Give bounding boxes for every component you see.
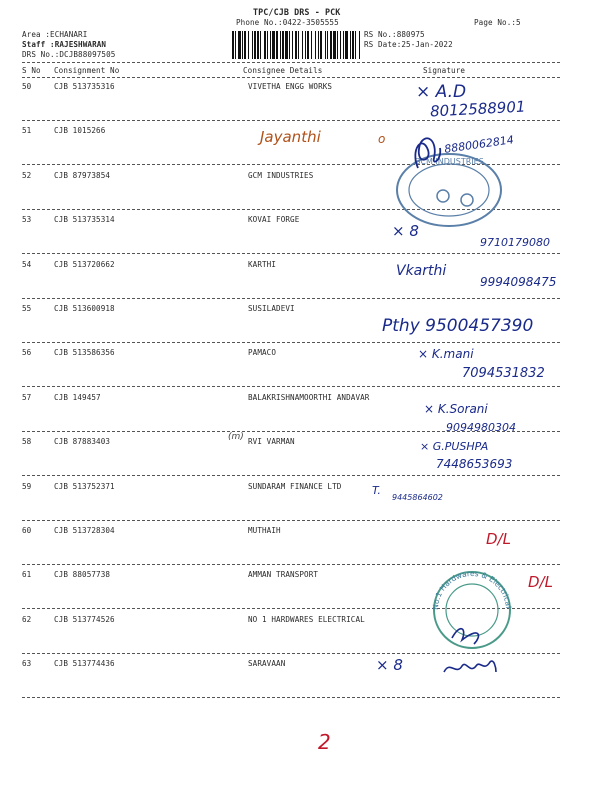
barcode-bar	[267, 31, 268, 59]
barcode-bar	[333, 31, 336, 59]
row-divider	[22, 298, 560, 299]
sig-row50-name: × A.D	[416, 82, 467, 102]
page-mark: 2	[318, 730, 331, 754]
col-sno: S No	[22, 66, 41, 75]
sig-row51-mark: o	[378, 132, 386, 146]
row-consignment: CJB 513752371	[54, 482, 115, 491]
barcode-bar	[232, 31, 234, 59]
row-consignee: GCM INDUSTRIES	[248, 171, 314, 180]
row-sno: 56	[22, 348, 32, 357]
sig-row59-phone: 9445864602	[392, 493, 443, 502]
barcode-bar	[260, 31, 261, 59]
page-number: Page No.:5	[474, 18, 521, 27]
barcode-bar	[352, 31, 354, 59]
header-rule	[22, 62, 560, 63]
row-divider	[22, 120, 560, 121]
row-consignment: CJB 1015266	[54, 126, 106, 135]
row-consignment: CJB 513728304	[54, 526, 115, 535]
sig-row63: × 8	[376, 656, 403, 674]
sig-row55: Pthy 9500457390	[382, 316, 534, 336]
row-consignment: CJB 149457	[54, 393, 101, 402]
row-sno: 55	[22, 304, 32, 313]
row-divider	[22, 608, 560, 609]
gcm-stamp	[393, 150, 505, 230]
row-divider	[22, 653, 560, 654]
barcode-bar	[252, 31, 253, 59]
hardwares-stamp-text: No.1 Hardwares & Electrical	[430, 568, 513, 611]
row-consignment: CJB 88057738	[54, 570, 111, 579]
phone-number: Phone No.:0422-3505555	[236, 18, 339, 27]
barcode-bar	[280, 31, 281, 59]
sig-row54-name: Vkarthi	[396, 263, 447, 279]
drs-number: DRS No.:DCJB88097505	[22, 50, 116, 59]
barcode-bar	[305, 31, 306, 59]
row-sno: 52	[22, 171, 32, 180]
barcode-bar	[330, 31, 332, 59]
sig-row61-dl: D/L	[528, 573, 553, 591]
hardwares-stamp	[422, 568, 528, 658]
row-sno: 58	[22, 437, 32, 446]
barcode-bar	[238, 31, 241, 59]
barcode-bar	[270, 31, 271, 59]
barcode-bar	[272, 31, 275, 59]
row-divider	[22, 520, 560, 521]
row-consignment: CJB 87973854	[54, 171, 111, 180]
staff-label: Staff :RAJESHWARAN	[22, 40, 107, 49]
row-divider	[22, 386, 560, 387]
sig-row51-phone: 8880062814	[443, 133, 515, 156]
row-sno: 53	[22, 215, 32, 224]
barcode-bar	[320, 31, 322, 59]
barcode-bar	[244, 31, 246, 59]
row-consignment: CJB 87883403	[54, 437, 111, 446]
sig-row59-name: T.	[372, 484, 381, 497]
sig-row56-name: × K.mani	[418, 347, 474, 361]
barcode-bar	[318, 31, 319, 59]
barcode-bar	[307, 31, 309, 59]
row-consignee: SARAVAAN	[248, 659, 286, 668]
sig-row53-mark: × 8	[392, 222, 419, 240]
barcode-bar	[302, 31, 303, 59]
row-sno: 62	[22, 615, 32, 624]
row-sno: 59	[22, 482, 32, 491]
barcode-bar	[325, 31, 326, 59]
row-divider	[22, 209, 560, 210]
row-consignment: CJB 513720662	[54, 260, 115, 269]
row-sno: 63	[22, 659, 32, 668]
row-consignee: AMMAN TRANSPORT	[248, 570, 319, 579]
barcode-bar	[337, 31, 338, 59]
sig-row57-phone: 9094980304	[446, 421, 516, 434]
row-divider	[22, 564, 560, 565]
sig-row50-phone: 8012588901	[429, 97, 526, 121]
barcode-bar	[359, 31, 360, 59]
row-sno: 57	[22, 393, 32, 402]
row-consignment: CJB 513774436	[54, 659, 115, 668]
sig-row58-prefix: (m)	[228, 432, 244, 442]
barcode-bar	[292, 31, 293, 59]
rs-date: RS Date:25-Jan-2022	[364, 40, 453, 49]
barcode-bar	[345, 31, 348, 59]
barcode-bar	[254, 31, 256, 59]
row-consignee: BALAKRISHNAMOORTHI ANDAVAR	[248, 393, 370, 402]
sig-row57-name: × K.Sorani	[424, 402, 488, 416]
sig-row51-scribble	[408, 130, 448, 175]
barcode-bar	[315, 31, 316, 59]
row-consignee: NO 1 HARDWARES ELECTRICAL	[248, 615, 365, 624]
barcode-bar	[340, 31, 341, 59]
row-sno: 50	[22, 82, 32, 91]
barcode-bar	[276, 31, 278, 59]
columns-rule	[22, 77, 560, 78]
row-consignee: MUTHAIH	[248, 526, 281, 535]
col-consignee: Consignee Details	[243, 66, 323, 75]
area-label: Area :ECHANARI	[22, 30, 88, 39]
rs-number: RS No.:880975	[364, 30, 425, 39]
barcode-bar	[285, 31, 288, 59]
barcode-bar	[355, 31, 356, 59]
barcode-bar	[257, 31, 259, 59]
sig-row56-phone: 7094531832	[462, 366, 545, 381]
barcode	[232, 31, 360, 59]
row-consignment: CJB 513774526	[54, 615, 115, 624]
row-sno: 60	[22, 526, 32, 535]
row-divider	[22, 697, 560, 698]
row-sno: 51	[22, 126, 32, 135]
row-consignee: VIVETHA ENGG WORKS	[248, 82, 333, 91]
barcode-bar	[242, 31, 243, 59]
barcode-bar	[327, 31, 328, 59]
row-sno: 54	[22, 260, 32, 269]
barcode-bar	[343, 31, 344, 59]
sig-row58-phone: 7448653693	[436, 457, 513, 471]
row-consignment: CJB 513600918	[54, 304, 115, 313]
barcode-bar	[311, 31, 312, 59]
row-consignee: KOVAI FORGE	[248, 215, 300, 224]
barcode-bar	[298, 31, 299, 59]
row-consignee: RVI VARMAN	[248, 437, 295, 446]
barcode-bar	[248, 31, 249, 59]
barcode-bar	[289, 31, 290, 59]
sig-row53-phone: 9710179080	[480, 236, 550, 249]
row-divider	[22, 253, 560, 254]
row-consignee: SUSILADEVI	[248, 304, 295, 313]
sig-row51-name: Jayanthi	[260, 128, 321, 146]
barcode-bar	[235, 31, 236, 59]
sig-row60-dl: D/L	[486, 530, 511, 548]
sig-row58-name: × G.PUSHPA	[420, 440, 489, 453]
row-consignment: CJB 513586356	[54, 348, 115, 357]
sig-row54-phone: 9994098475	[480, 275, 557, 289]
gcm-stamp-text: GCM INDUSTRIES	[414, 157, 484, 166]
row-consignee: SUNDARAM FINANCE LTD	[248, 482, 342, 491]
row-divider	[22, 475, 560, 476]
barcode-bar	[264, 31, 266, 59]
col-signature: Signature	[423, 66, 466, 75]
row-consignment: CJB 513735314	[54, 215, 115, 224]
row-consignee: PAMACO	[248, 348, 277, 357]
row-sno: 61	[22, 570, 32, 579]
row-divider	[22, 342, 560, 343]
row-divider	[22, 164, 560, 165]
row-consignment: CJB 513735316	[54, 82, 115, 91]
col-consignment: Consignment No	[54, 66, 120, 75]
barcode-bar	[295, 31, 297, 59]
row-consignee: KARTHI	[248, 260, 277, 269]
barcode-bar	[282, 31, 284, 59]
sig-row63-scribble	[440, 652, 500, 682]
report-title: TPC/CJB DRS - PCK	[253, 7, 341, 17]
barcode-bar	[350, 31, 351, 59]
